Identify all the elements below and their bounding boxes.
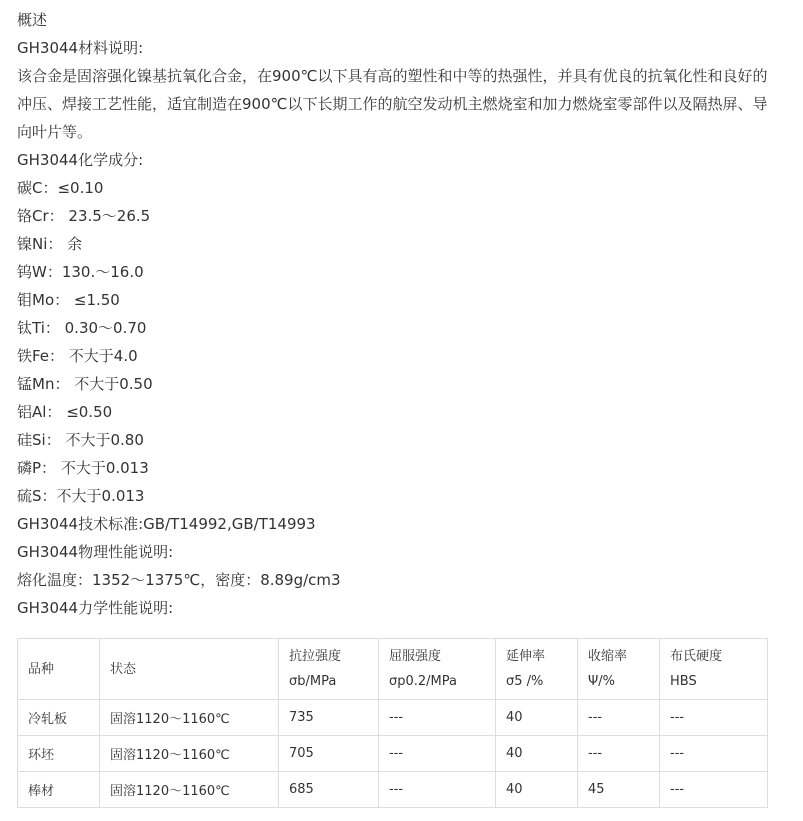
table-cell: 固溶1120～1160℃	[100, 700, 279, 736]
table-cell: 固溶1120～1160℃	[100, 772, 279, 808]
table-cell: 40	[496, 772, 578, 808]
composition-iron: 铁Fe： 不大于4.0	[17, 347, 138, 365]
table-header-row	[18, 639, 768, 700]
composition-phosphorus: 磷P： 不大于0.013	[17, 459, 149, 477]
table-cell: ---	[660, 736, 768, 772]
mechanical-properties-table	[17, 638, 768, 808]
table-cell: 棒材	[18, 772, 100, 808]
composition-tungsten: 钨W：130.～16.0	[17, 263, 144, 281]
table-header-cell: 屈服强度 σp0.2/MPa	[379, 639, 496, 700]
composition-heading: GH3044化学成分:	[17, 151, 144, 169]
table-cell: ---	[379, 700, 496, 736]
table-cell: 40	[496, 700, 578, 736]
composition-silicon: 硅Si： 不大于0.80	[17, 431, 144, 449]
table-row	[18, 772, 768, 808]
composition-carbon: 碳C：≤0.10	[17, 179, 104, 197]
table-header-cell: 状态	[100, 639, 279, 700]
table-row	[18, 736, 768, 772]
table-cell: 冷轧板	[18, 700, 100, 736]
composition-manganese: 锰Mn： 不大于0.50	[17, 375, 153, 393]
table-cell: ---	[578, 736, 660, 772]
composition-molybdenum: 钼Mo： ≤1.50	[17, 291, 120, 309]
table-cell: ---	[578, 700, 660, 736]
composition-titanium: 钛Ti： 0.30～0.70	[17, 319, 147, 337]
table-row	[18, 700, 768, 736]
material-heading: GH3044材料说明:	[17, 39, 144, 57]
composition-sulfur: 硫S：不大于0.013	[17, 487, 145, 505]
table-cell: ---	[379, 772, 496, 808]
composition-nickel: 镍Ni： 余	[17, 235, 83, 253]
article-body	[17, 6, 787, 622]
table-cell: ---	[660, 772, 768, 808]
standard-line: GH3044技术标准:GB/T14992,GB/T14993	[17, 515, 316, 533]
table-header-cell: 品种	[18, 639, 100, 700]
overview-heading: 概述	[17, 11, 48, 29]
composition-chromium: 铬Cr： 23.5～26.5	[17, 207, 151, 225]
table-cell: 735	[279, 700, 379, 736]
table-cell: 固溶1120～1160℃	[100, 736, 279, 772]
table-cell: 705	[279, 736, 379, 772]
table-header-cell: 布氏硬度 HBS	[660, 639, 768, 700]
table-header-cell: 抗拉强度 σb/MPa	[279, 639, 379, 700]
table-cell: 40	[496, 736, 578, 772]
mechanical-heading: GH3044力学性能说明:	[17, 599, 174, 617]
physical-heading: GH3044物理性能说明:	[17, 543, 174, 561]
table-cell: ---	[660, 700, 768, 736]
material-description: 该合金是固溶强化镍基抗氧化合金，在900℃以下具有高的塑性和中等的热强性，并具有优良的抗氧化性和良好的冲压、焊接工艺性能，适宜制造在900℃以下长期工作的航空发动机主燃烧室和加力燃烧室零部件以及隔热屏、导向叶片等。	[17, 67, 768, 141]
table-cell: 环坯	[18, 736, 100, 772]
table-cell: ---	[379, 736, 496, 772]
table-header-cell: 延伸率 σ5 /%	[496, 639, 578, 700]
table-cell: 45	[578, 772, 660, 808]
composition-aluminum: 铝Al： ≤0.50	[17, 403, 113, 421]
table-cell: 685	[279, 772, 379, 808]
physical-line: 熔化温度：1352～1375℃，密度：8.89g/cm3	[17, 571, 341, 589]
table-header-cell: 收缩率 Ψ/%	[578, 639, 660, 700]
